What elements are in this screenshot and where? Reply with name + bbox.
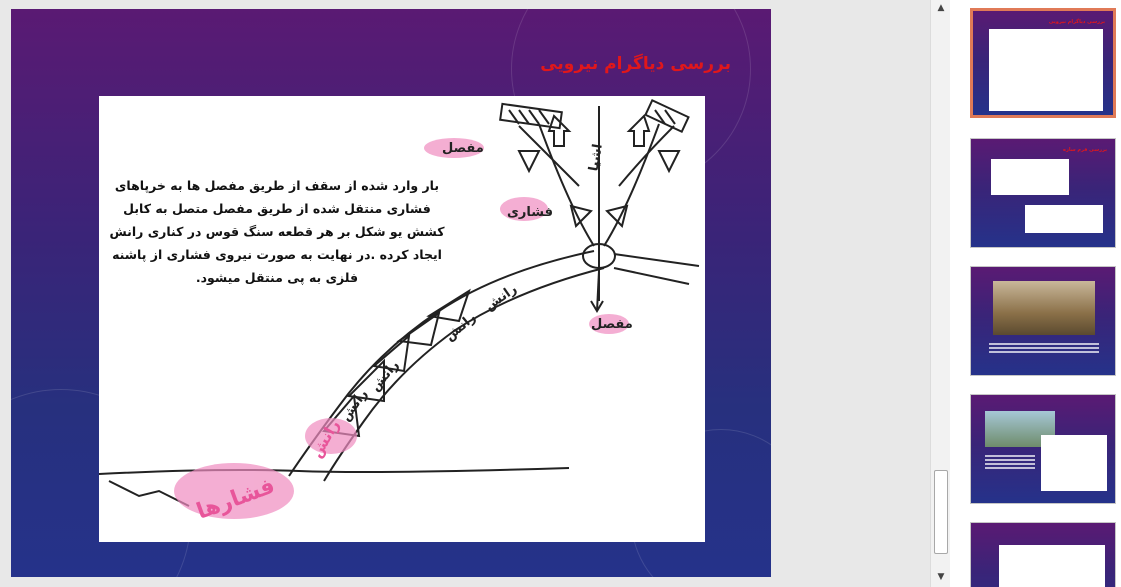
slide-thumbnail-4[interactable] — [970, 394, 1116, 504]
label-tension: اشیا — [586, 142, 606, 173]
label-thrust-3: رانش — [367, 357, 403, 395]
thumbnail-photo — [993, 281, 1095, 335]
label-hinge-top: مفصل — [442, 141, 484, 156]
label-hinge-bottom: مفصل — [591, 317, 633, 332]
vertical-scrollbar[interactable] — [930, 0, 950, 587]
thumbnail-text-lines — [989, 343, 1099, 355]
slide-thumbnail-panel — [950, 0, 1121, 587]
slide-title[interactable]: بررسی دیاگرام نیرویی — [540, 54, 731, 74]
label-thrust-4: رانش — [338, 386, 371, 425]
label-thrust-big: رانش — [307, 416, 344, 461]
slide-thumbnail-5[interactable] — [970, 522, 1116, 587]
thumbnail-image — [999, 545, 1105, 587]
scroll-down-icon[interactable]: ▼ — [937, 572, 945, 582]
diagram-description-text: بار وارد شده از سقف از طریق مفصل ها به خرپاهای فشاری منتقل شده از طریق مفصل متصل به کابل کشش یو شکل بر هر قطعه سنگ قوس در کناری رانش ایجاد کرده .در نهایت به صورت نیروی فشاری از پاشنه فلزی به پی منتقل میشود. — [109, 178, 445, 285]
thumbnail-title: بررسی فرم سازه — [1063, 147, 1107, 153]
thumbnail-image — [1041, 435, 1107, 491]
scroll-thumb[interactable] — [934, 470, 948, 554]
thumbnail-image — [1025, 205, 1103, 233]
force-diagram-image[interactable] — [99, 96, 705, 542]
label-compression: فشاری — [507, 205, 554, 220]
label-thrust-1: رانش — [482, 281, 520, 315]
slide-canvas[interactable] — [11, 9, 771, 577]
scroll-up-icon[interactable]: ▲ — [937, 3, 945, 13]
thumbnail-title: بررسی دیاگرام نیرویی — [1048, 19, 1105, 25]
thumbnail-text-lines — [985, 455, 1035, 471]
thumbnail-diagram — [989, 29, 1103, 111]
label-thrust-2: رانش — [442, 310, 480, 345]
slide-thumbnail-3[interactable] — [970, 266, 1116, 376]
label-base-pressure: فشارها — [193, 473, 279, 525]
thumbnail-image — [991, 159, 1069, 195]
slide-thumbnail-1[interactable] — [970, 8, 1116, 118]
force-diagram-sketch — [99, 96, 705, 542]
slide-thumbnail-2[interactable] — [970, 138, 1116, 248]
